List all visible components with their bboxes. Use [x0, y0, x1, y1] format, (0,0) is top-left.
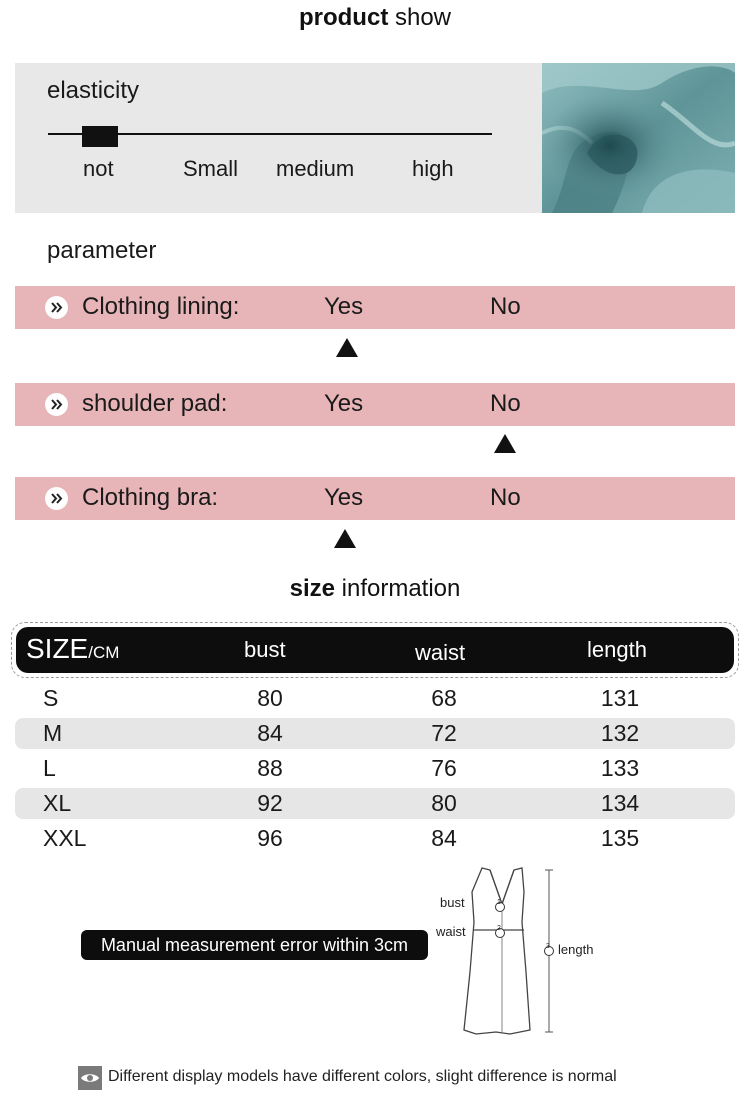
elasticity-label: elasticity	[47, 77, 140, 104]
diagram-label-waist: waist	[436, 924, 466, 939]
eye-icon	[78, 1066, 102, 1090]
cell-waist: 76	[431, 755, 457, 781]
param-no-shoulder-pad: No	[490, 390, 521, 417]
cell-bust: 88	[257, 755, 283, 781]
cell-waist: 68	[431, 685, 457, 711]
diagram-label-bust: bust	[440, 895, 465, 910]
param-row-clothing-bra	[15, 477, 735, 520]
table-row	[15, 788, 735, 819]
fabric-drape-illustration	[542, 63, 735, 213]
double-chevron-right-icon	[45, 393, 68, 416]
product-show-title	[0, 4, 750, 32]
diagram-label-length: length	[558, 942, 594, 957]
cell-bust: 84	[257, 720, 283, 746]
dress-measurement-diagram	[430, 862, 610, 1042]
selected-triangle-clothing-bra	[334, 529, 356, 548]
param-row-clothing-lining	[15, 286, 735, 329]
header-bust: bust	[244, 637, 286, 662]
table-row	[15, 823, 735, 854]
selected-triangle-clothing-lining	[336, 338, 358, 357]
table-row	[15, 683, 735, 714]
cell-size: L	[43, 755, 56, 781]
elasticity-level-medium: medium	[276, 156, 355, 181]
param-label-shoulder-pad: shoulder pad:	[82, 390, 228, 417]
cell-length: 131	[600, 685, 640, 711]
header-size	[26, 633, 119, 665]
product-show-bold: product	[298, 4, 389, 31]
cell-waist: 80	[431, 790, 457, 816]
diagram-marker-waist: 2	[497, 925, 501, 932]
cell-size: M	[43, 720, 63, 746]
diagram-marker-bust: 1	[497, 899, 501, 906]
elasticity-panel	[15, 63, 542, 213]
table-row	[15, 718, 735, 749]
cell-bust: 96	[257, 825, 283, 851]
cell-size: XL	[43, 790, 72, 816]
param-label-clothing-lining: Clothing lining:	[82, 293, 240, 320]
color-difference-note: Different display models have different colors, slight difference is normal	[108, 1068, 617, 1085]
param-yes-clothing-lining: Yes	[324, 293, 364, 320]
param-row-shoulder-pad	[15, 383, 735, 426]
cell-size: XXL	[43, 825, 87, 851]
cell-waist: 72	[431, 720, 457, 746]
cell-size: S	[43, 685, 59, 711]
cell-length: 132	[600, 720, 640, 746]
cell-bust: 92	[257, 790, 283, 816]
elasticity-selected-marker	[82, 126, 118, 147]
cell-bust: 80	[257, 685, 283, 711]
size-information-bold: size	[289, 575, 335, 602]
parameter-label: parameter	[47, 237, 157, 264]
param-label-clothing-bra: Clothing bra:	[82, 484, 219, 511]
measurement-error-note: Manual measurement error within 3cm	[81, 930, 428, 960]
header-size-unit: /CM	[88, 643, 120, 662]
size-information-rest: information	[341, 575, 461, 602]
double-chevron-right-icon	[45, 296, 68, 319]
double-chevron-right-icon	[45, 487, 68, 510]
cell-length: 135	[600, 825, 640, 851]
fabric-image	[542, 63, 735, 213]
param-yes-shoulder-pad: Yes	[324, 390, 364, 417]
size-table-header	[16, 627, 734, 673]
product-show-rest: show	[394, 4, 452, 31]
param-no-clothing-lining: No	[490, 293, 521, 320]
cell-length: 134	[600, 790, 640, 816]
diagram-marker-length: 3	[546, 943, 550, 950]
size-information-title	[0, 575, 750, 603]
cell-length: 133	[600, 755, 640, 781]
elasticity-level-not: not	[83, 156, 114, 181]
selected-triangle-shoulder-pad	[494, 434, 516, 453]
param-yes-clothing-bra: Yes	[324, 484, 364, 511]
elasticity-level-high: high	[412, 156, 454, 181]
table-row	[15, 753, 735, 784]
cell-waist: 84	[431, 825, 457, 851]
param-no-clothing-bra: No	[490, 484, 521, 511]
elasticity-level-small: Small	[183, 156, 239, 181]
header-waist: waist	[415, 640, 466, 665]
header-size-label: SIZE	[26, 633, 89, 664]
header-length: length	[587, 637, 647, 662]
